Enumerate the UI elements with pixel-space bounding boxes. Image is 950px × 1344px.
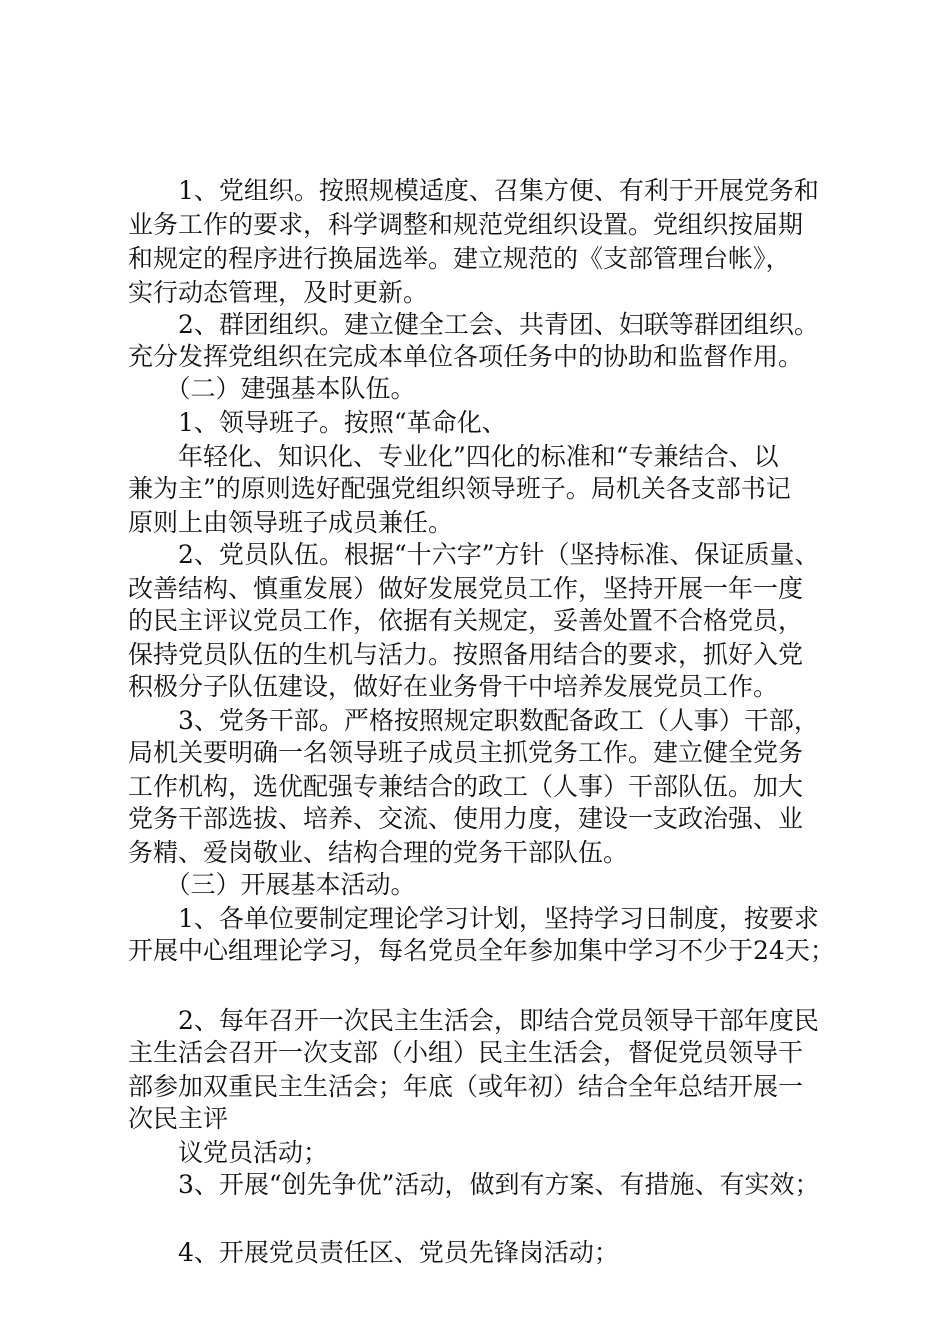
- text-line: 业务工作的要求，科学调整和规范党组织设置。党组织按届期: [128, 210, 804, 239]
- section-heading: （三）开展基本活动。: [128, 870, 416, 899]
- text-line: 积极分子队伍建设，做好在业务骨干中培养发展党员工作。: [128, 672, 779, 701]
- text-line: 1、领导班子。按照“革命化、: [128, 408, 507, 437]
- text-line: 部参加双重民主生活会；年底（或年初）结合全年总结开展一: [128, 1072, 804, 1101]
- text-line: 2、党员队伍。根据“十六字”方针（坚持标准、保证质量、: [128, 540, 820, 569]
- text-line: 1、党组织。按照规模适度、召集方便、有利于开展党务和: [128, 176, 819, 205]
- text-line: 实行动态管理，及时更新。: [128, 278, 429, 307]
- section-heading: （二）建强基本队伍。: [128, 374, 416, 403]
- text-line: 3、开展“创先争优”活动，做到有方案、有措施、有实效；: [128, 1170, 820, 1199]
- text-line: 2、每年召开一次民主生活会，即结合党员领导干部年度民: [128, 1006, 819, 1035]
- text-line: 务精、爱岗敬业、结构合理的党务干部队伍。: [128, 838, 629, 867]
- text-line: 原则上由领导班子成员兼任。: [128, 508, 454, 537]
- text-line: 改善结构、慎重发展）做好发展党员工作，坚持开展一年一度: [128, 574, 804, 603]
- text-line: 的民主评议党员工作，依据有关规定，妥善处置不合格党员，: [128, 606, 804, 635]
- text-line: 1、各单位要制定理论学习计划，坚持学习日制度，按要求: [128, 904, 819, 933]
- text-line: 党务干部选拔、培养、交流、使用力度，建设一支政治强、业: [128, 804, 804, 833]
- text-line: 2、群团组织。建立健全工会、共青团、妇联等群团组织。: [128, 310, 819, 339]
- text-line: 充分发挥党组织在完成本单位各项任务中的协助和监督作用。: [128, 342, 804, 371]
- text-line: 工作机构，选优配强专兼结合的政工（人事）干部队伍。加大: [128, 772, 804, 801]
- text-line: 年轻化、知识化、专业化”四化的标准和“专兼结合、以: [128, 442, 779, 471]
- text-line: 局机关要明确一名领导班子成员主抓党务工作。建立健全党务: [128, 738, 804, 767]
- text-line: 兼为主”的原则选好配强党组织领导班子。局机关各支部书记: [128, 474, 791, 503]
- text-line: 保持党员队伍的生机与活力。按照备用结合的要求，抓好入党: [128, 640, 804, 669]
- text-line: 和规定的程序进行换届选举。建立规范的《支部管理台帐》，: [128, 244, 791, 273]
- text-line: 议党员活动；: [128, 1138, 329, 1167]
- text-line: 3、党务干部。严格按照规定职数配备政工（人事）干部，: [128, 706, 819, 735]
- text-line: 主生活会召开一次支部（小组）民主生活会，督促党员领导干: [128, 1038, 804, 1067]
- text-line: 开展中心组理论学习，每名党员全年参加集中学习不少于24天；: [128, 936, 835, 965]
- text-line: 次民主评: [128, 1104, 229, 1133]
- text-line: 4、开展党员责任区、党员先锋岗活动；: [128, 1238, 619, 1267]
